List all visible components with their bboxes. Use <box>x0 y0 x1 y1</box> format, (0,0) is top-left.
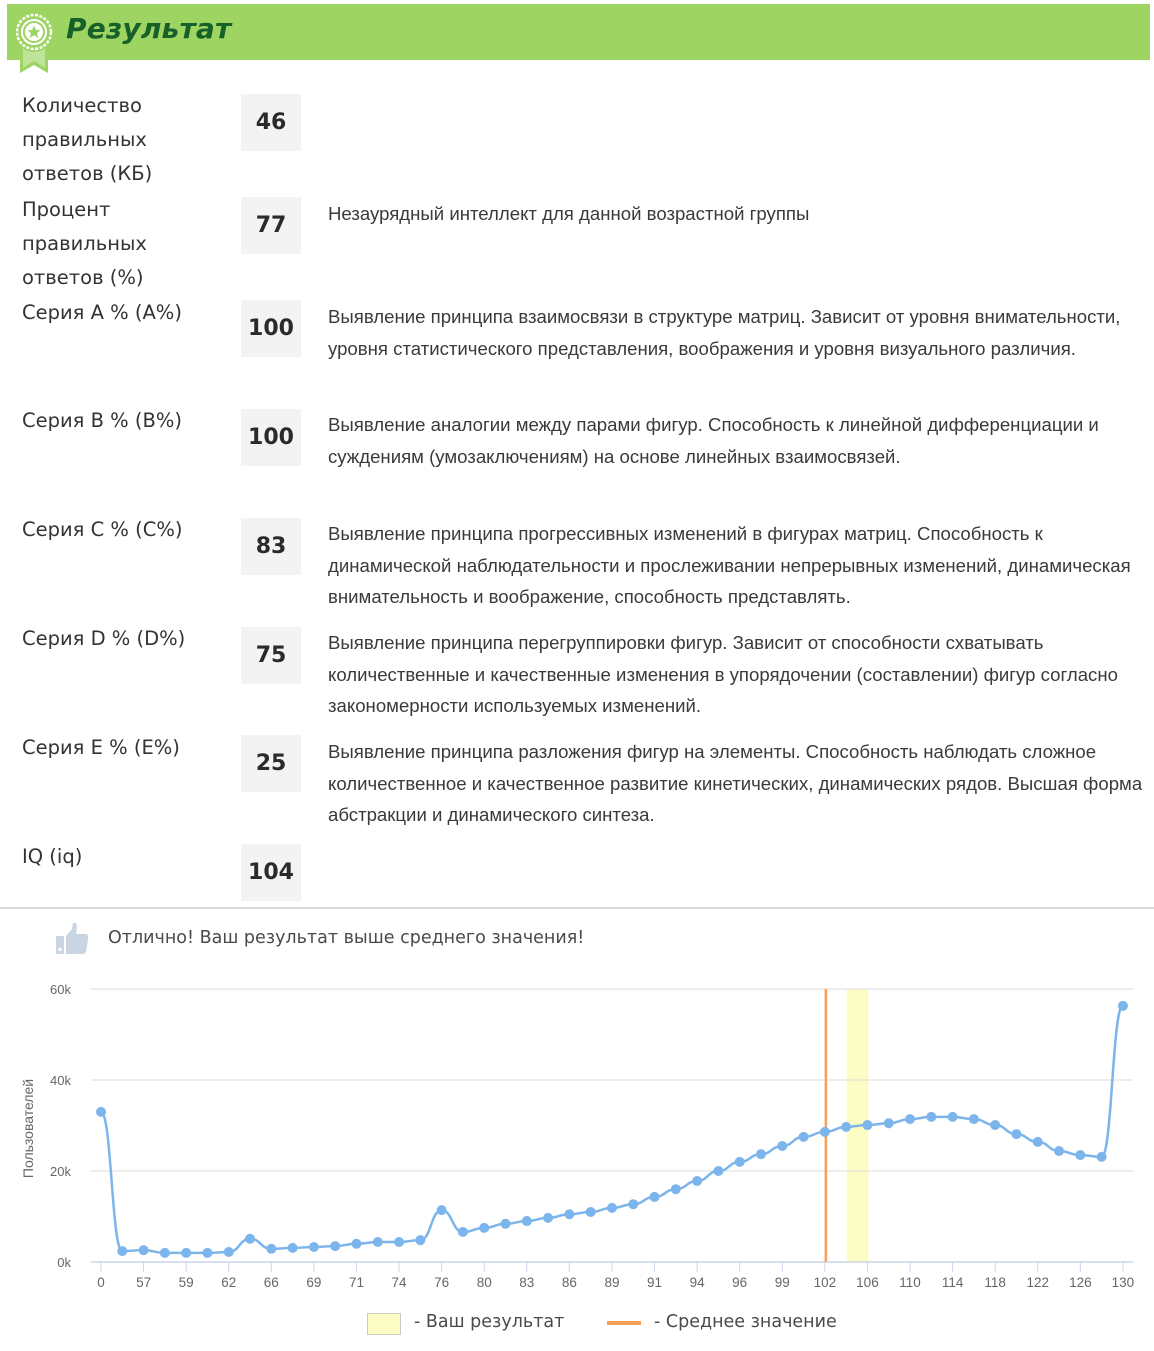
legend-your-result-label: - Ваш результат <box>414 1312 565 1332</box>
thumbs-up-icon <box>54 921 90 957</box>
data-point <box>841 1122 851 1132</box>
legend-average-label: - Среднее значение <box>654 1312 837 1332</box>
data-point <box>756 1149 766 1159</box>
x-tick-label: 102 <box>813 1275 837 1290</box>
x-tick-label: 94 <box>689 1275 705 1290</box>
y-tick-label: 60k <box>50 982 71 997</box>
y-axis-title: Пользователей <box>20 1078 36 1179</box>
x-tick-label: 59 <box>178 1275 194 1290</box>
x-tick-label: 96 <box>732 1275 748 1290</box>
data-point <box>543 1213 553 1223</box>
x-tick-label: 71 <box>348 1275 364 1290</box>
x-tick-label: 91 <box>647 1275 663 1290</box>
data-point <box>266 1244 276 1254</box>
result-value: 75 <box>241 627 301 684</box>
x-tick-label: 110 <box>899 1275 921 1290</box>
legend-your-result-swatch <box>367 1313 401 1335</box>
data-point <box>607 1203 617 1213</box>
x-tick-label: 99 <box>774 1275 790 1290</box>
data-point <box>160 1248 170 1258</box>
data-point <box>735 1157 745 1167</box>
x-tick-label: 126 <box>1069 1275 1092 1290</box>
data-point <box>586 1207 596 1217</box>
data-point <box>692 1176 702 1186</box>
iq-distribution-chart <box>0 975 1154 1295</box>
page-title: Результат <box>66 12 232 45</box>
result-label: Серия E % (E%) <box>22 736 180 759</box>
data-point <box>139 1245 149 1255</box>
x-tick-label: 66 <box>263 1275 279 1290</box>
data-point <box>1118 1001 1128 1011</box>
x-tick-label: 62 <box>221 1275 237 1290</box>
y-tick-label: 0k <box>57 1255 71 1270</box>
x-tick-label: 69 <box>306 1275 322 1290</box>
data-point <box>948 1112 958 1122</box>
x-tick-label: 57 <box>136 1275 152 1290</box>
data-point <box>862 1120 872 1130</box>
x-tick-label: 122 <box>1026 1275 1050 1290</box>
award-ribbon-icon <box>8 10 60 74</box>
data-point <box>713 1166 723 1176</box>
x-tick-label: 74 <box>391 1275 407 1290</box>
data-point <box>969 1114 979 1124</box>
data-point <box>437 1205 447 1215</box>
result-value: 100 <box>241 300 301 357</box>
data-point <box>245 1234 255 1244</box>
result-label: Серия C % (C%) <box>22 518 183 541</box>
data-point <box>288 1243 298 1253</box>
data-point <box>799 1132 809 1142</box>
result-value: 25 <box>241 735 301 792</box>
data-point <box>202 1248 212 1258</box>
data-point <box>96 1107 106 1117</box>
data-point <box>1011 1129 1021 1139</box>
result-value: 104 <box>241 844 301 901</box>
data-point <box>501 1219 511 1229</box>
data-point <box>820 1127 830 1137</box>
result-description: Выявление принципа прогрессивных изменений в фигурах матриц. Способность к динамической наблюдательности и прослеживании непрерывных изменений, динамическая внимательность и воображение, способность представлять. <box>328 523 1131 607</box>
result-description: Выявление принципа перегруппировки фигур. Зависит от способности схватывать количественные и качественные изменения в упорядочении (составлении) фигур согласно закономерности используемых изменений. <box>328 632 1118 716</box>
result-label: Серия B % (B%) <box>22 409 183 432</box>
result-value: 83 <box>241 518 301 575</box>
x-tick-label: 89 <box>604 1275 620 1290</box>
x-tick-label: 0 <box>97 1275 105 1290</box>
data-point <box>671 1184 681 1194</box>
result-label: Серия D % (D%) <box>22 627 186 650</box>
data-point <box>458 1227 468 1237</box>
chart-legend <box>0 1308 1154 1338</box>
y-tick-label: 40k <box>50 1073 71 1088</box>
data-point <box>479 1223 489 1233</box>
data-point <box>1075 1150 1085 1160</box>
divider <box>0 907 1154 909</box>
data-point <box>650 1192 660 1202</box>
series-line <box>101 1006 1123 1253</box>
data-point <box>330 1241 340 1251</box>
data-point <box>905 1114 915 1124</box>
y-tick-label: 20k <box>50 1164 71 1179</box>
result-label: Количество правильных ответов (КБ) <box>22 94 153 185</box>
result-value: 77 <box>241 197 301 254</box>
data-point <box>415 1235 425 1245</box>
data-point <box>926 1112 936 1122</box>
data-point <box>564 1209 574 1219</box>
data-point <box>1054 1146 1064 1156</box>
data-point <box>777 1141 787 1151</box>
x-tick-label: 80 <box>476 1275 492 1290</box>
result-label: Серия A % (A%) <box>22 301 182 324</box>
x-tick-label: 76 <box>434 1275 450 1290</box>
data-point <box>394 1237 404 1247</box>
data-point <box>181 1248 191 1258</box>
x-tick-label: 114 <box>941 1275 964 1290</box>
data-point <box>522 1216 532 1226</box>
result-value: 46 <box>241 94 301 151</box>
x-tick-label: 86 <box>561 1275 577 1290</box>
x-tick-label: 83 <box>519 1275 535 1290</box>
data-point <box>628 1199 638 1209</box>
result-description: Незаурядный интеллект для данной возрастной группы <box>328 203 810 224</box>
data-point <box>373 1237 383 1247</box>
data-point <box>224 1247 234 1257</box>
result-description: Выявление принципа взаимосвязи в структуре матриц. Зависит от уровня внимательности, уровня статистического представления, воображения и уровня визуального различия. <box>328 306 1121 359</box>
result-description: Выявление принципа разложения фигур на элементы. Способность наблюдать сложное количественное и качественное развитие кинетических, динамических рядов. Высшая форма абстракции и динамического синтеза. <box>328 741 1143 825</box>
result-value: 100 <box>241 409 301 466</box>
summary-message: Отлично! Ваш результат выше среднего значения! <box>108 928 585 948</box>
result-label: Процент правильных ответов (%) <box>22 198 147 289</box>
x-tick-label: 118 <box>984 1275 1006 1290</box>
data-point <box>884 1118 894 1128</box>
data-point <box>990 1120 1000 1130</box>
data-point <box>309 1242 319 1252</box>
data-point <box>1097 1152 1107 1162</box>
data-point <box>117 1246 127 1256</box>
data-point <box>351 1239 361 1249</box>
data-point <box>1033 1137 1043 1147</box>
x-tick-label: 130 <box>1111 1275 1135 1290</box>
result-label: IQ (iq) <box>22 845 83 868</box>
legend-average-swatch <box>607 1321 641 1325</box>
x-tick-label: 106 <box>856 1275 879 1290</box>
result-description: Выявление аналогии между парами фигур. Способность к линейной дифференциации и суждениям (умозаключениям) на основе линейных взаимосвязей. <box>328 414 1099 467</box>
